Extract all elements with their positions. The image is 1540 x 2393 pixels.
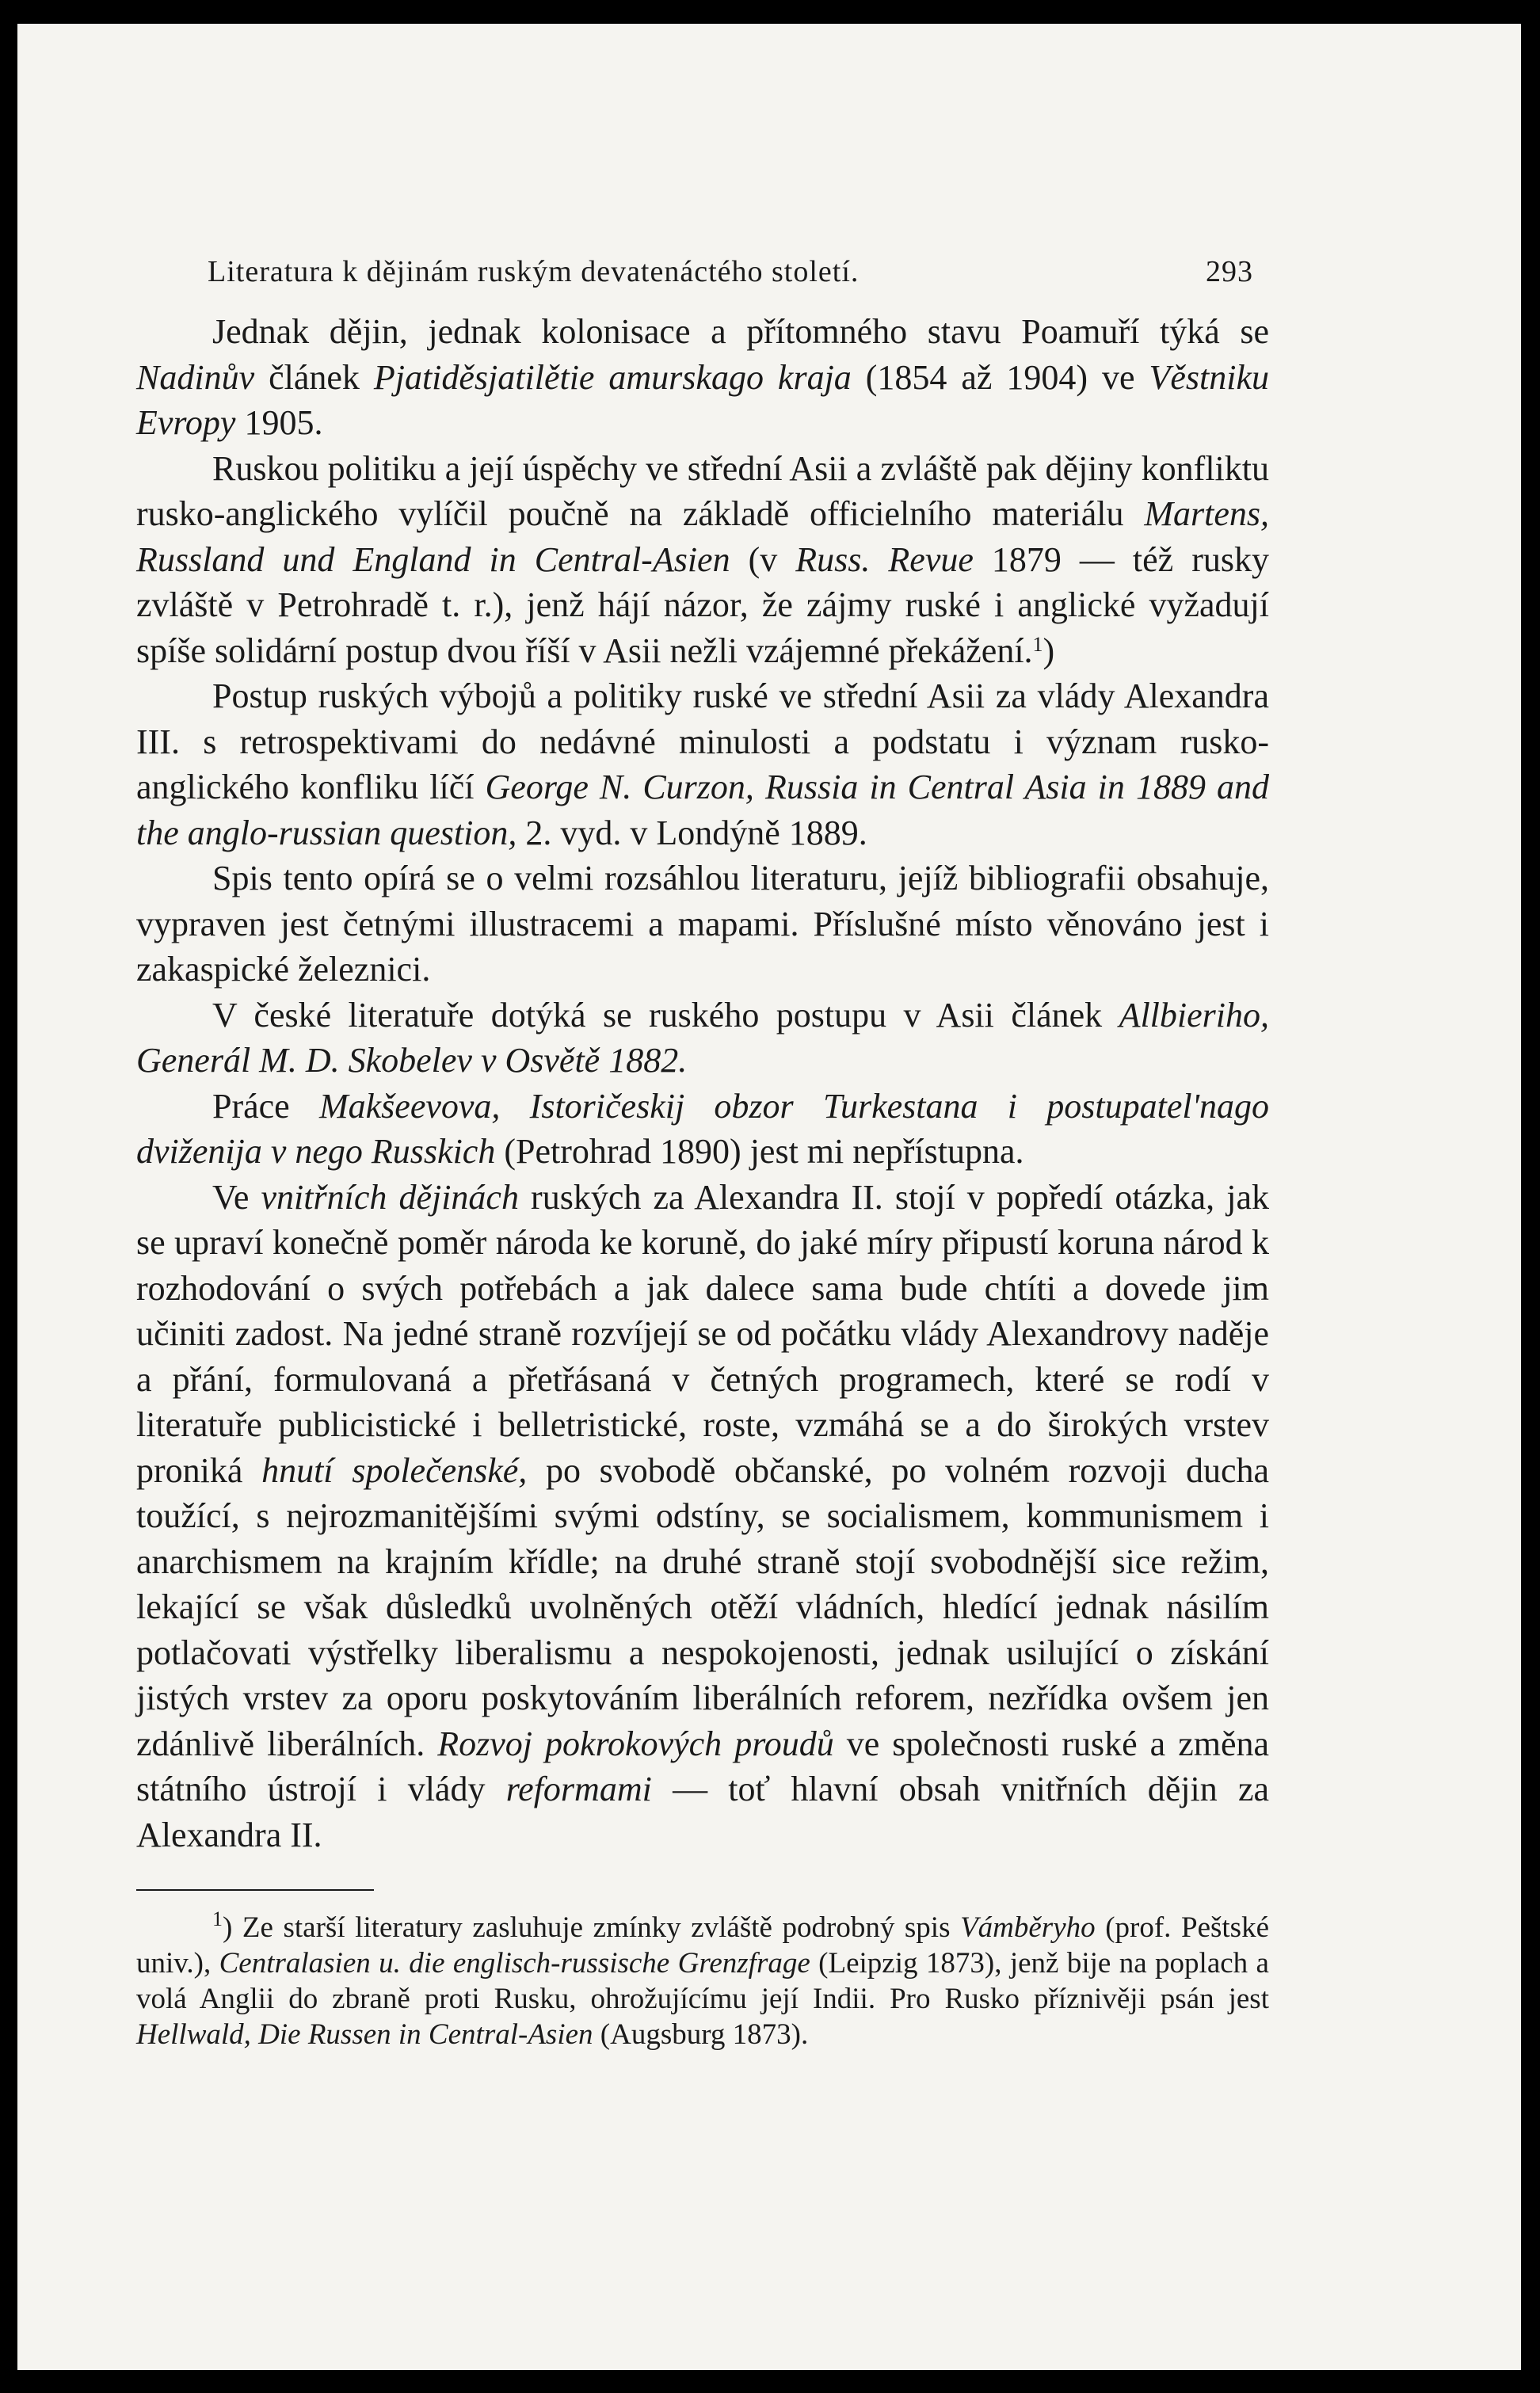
italic-text: Rozvoj pokrokových proudů [437, 1724, 834, 1763]
text-run: ve společnosti ruské a změna státního ústrojí i vlády [136, 1724, 1270, 1808]
text-run: ) [1043, 631, 1055, 670]
text-run: ruských za Alexandra II. stojí v popředí otázka, jak se upraví konečně poměr národa ke koruně, do jaké míry připustí koruna národ k rozhodování o svých potřebách a jak dalece sama bude chtíti a dovede jim učiniti zadost. Na jedné straně rozvíjejí se od počátku vlády Alexandrovy naděje a přání, formulovaná a přetřásaná v četných programech, které se rodí v literatuře publicistické i belletristické, roste, vzmáhá se a do širokých vrstev proniká [136, 1177, 1269, 1490]
text-run: 1879 — též rusky zvláště v Petrohradě t. r.), jenž hájí názor, že zájmy ruské i anglické vyžadují spíše solidární postup dvou říší v Asii nežli vzájemné překážení. [136, 539, 1270, 670]
footnote-divider [136, 1889, 374, 1891]
running-title: Literatura k dějinám ruským devatenáctého století. [208, 255, 860, 288]
paragraph [136, 1175, 1269, 1858]
body-text [136, 309, 1269, 1858]
text-run: (Leipzig 1873), jenž bije na poplach a volá Anglii do zbraně proti Rusku, ohrožujícímu její Indii. Pro Rusko příznivěji psán jest [136, 1947, 1269, 2015]
italic-text: Allbieriho, Generál M. D. Skobelev v Osvětě 1882. [136, 995, 1269, 1080]
italic-text: Vámběryho [960, 1911, 1096, 1944]
italic-text: Nadinův [136, 357, 255, 397]
running-head [136, 253, 1269, 290]
text-run: Postup ruských výbojů a politiky ruské ve střední Asii za vlády Alexandra III. s retrospektivami do nedávné minulosti a podstatu i význam rusko-anglického konfliku líčí [136, 676, 1269, 806]
text-run: Ruskou politiku a její úspěchy ve střední Asii a zvláště pak dějiny konfliktu rusko-anglického vylíčil poučně na základě officielního materiálu [136, 448, 1269, 533]
text-run: Ve [212, 1177, 261, 1217]
text-run: Spis tento opírá se o velmi rozsáhlou literaturu, jejíž bibliografii obsahuje, vypraven jest četnými illustracemi a mapami. Příslušné místo věnováno jest i zakaspické železnici. [136, 859, 1269, 989]
footnote-marker: 1 [1032, 632, 1043, 656]
italic-text: Věstniku Evropy [136, 357, 1269, 442]
text-run: (Augsburg 1873). [593, 2018, 809, 2051]
italic-text: Martens, Russland und England in Central-Asien [136, 494, 1269, 579]
text-run: (Petrohrad 1890) jest mi nepřístupna. [495, 1132, 1024, 1171]
book-page [17, 24, 1521, 2370]
paragraph [136, 993, 1269, 1084]
italic-text: Hellwald, Die Russen in Central-Asien [136, 2018, 593, 2051]
italic-text: hnutí společenské, [261, 1450, 528, 1490]
text-run: Práce [212, 1086, 319, 1126]
italic-text: George N. Curzon, Russia in Central Asia in 1889 and the anglo-russian question, [136, 768, 1269, 852]
footnote [136, 1907, 1270, 2052]
footnote-marker: 1 [212, 1907, 223, 1930]
page-number: 293 [1206, 255, 1253, 288]
text-run: Jednak dějin, jednak kolonisace a přítomného stavu Poamuří týká se [212, 312, 1269, 351]
paragraph [136, 309, 1269, 446]
text-run: V české literatuře dotýká se ruského postupu v Asii článek [212, 995, 1119, 1035]
paragraph [136, 855, 1269, 993]
text-run: ) Ze starší literatury zasluhuje zmínky zvláště podrobný spis [223, 1911, 961, 1944]
paragraph [136, 446, 1269, 674]
italic-text: Makšeevova, Istoričeskij obzor Turkestana i postupatel'nago dviženija v nego Russkich [136, 1086, 1269, 1171]
text-run: 2. vyd. v Londýně 1889. [517, 813, 867, 852]
paragraph [136, 673, 1269, 855]
paragraph [136, 1084, 1269, 1175]
text-run: (prof. Peštské univ.), [136, 1911, 1270, 1980]
footnote-text [136, 1907, 1270, 2052]
italic-text: Pjatiděsjatilětie amurskago kraja [373, 357, 852, 397]
text-run: článek [254, 357, 374, 397]
text-run: — toť hlavní obsah vnitřních dějin za Alexandra II. [136, 1770, 1270, 1854]
text-run: 1905. [235, 403, 323, 442]
text-run: (v [730, 539, 796, 579]
italic-text: vnitřních dějinách [261, 1177, 519, 1217]
italic-text: reformami [505, 1770, 652, 1808]
italic-text: Russ. Revue [795, 539, 974, 579]
text-run: po svobodě občanské, po volném rozvoji ducha toužící, s nejrozmanitějšími svými odstíny, se socialismem, kommunismem i anarchismem na krajním křídle; na druhé straně stojí svobodnější sice režim, lekající se však důsledků uvolněných otěží vládních, hledící jednak násilím potlačovati výstřelky liberalismu a nespokojenosti, jednak usilující o získání jistých vrstev za oporu poskytováním liberálních reforem, nezřídka ovšem jen zdánlivě liberálních. [136, 1450, 1269, 1763]
page-content [136, 253, 1269, 2052]
text-run: (1854 až 1904) ve [851, 357, 1149, 397]
italic-text: Centralasien u. die englisch-russische Grenzfrage [219, 1947, 810, 1980]
